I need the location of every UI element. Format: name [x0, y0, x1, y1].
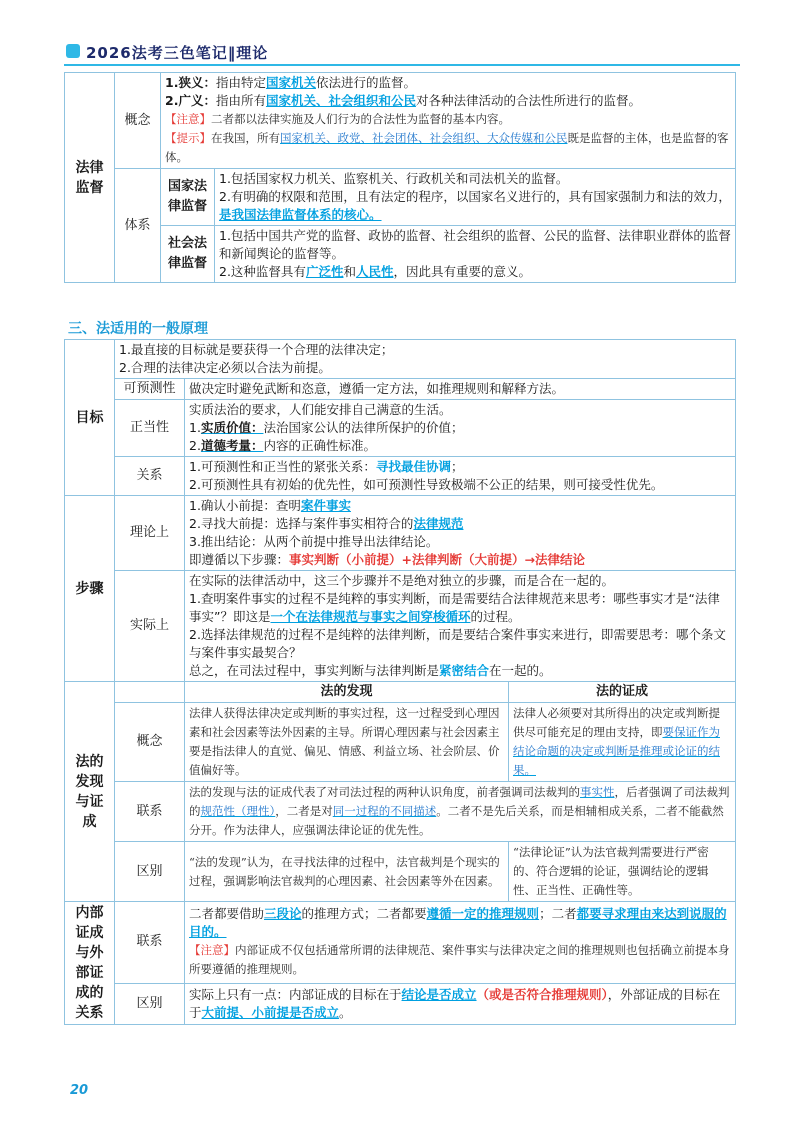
- practice-content: 在实际的法律活动中，这三个步骤并不是绝对独立的步骤，而是合在一起的。 1.查明案件事实的过程不是纯粹的事实判断，而是需要结合法律规范来思考：哪些事实才是“法律事实”？即这是一个在法律规范与事实之间穿梭循环的过程。 2.选择法律规范的过程不是纯粹的法律判断，而是要结合案件事实来进行，即需要思考：哪个条文与案件事实最契合？ 总之，在司法过程中，事实判断与法律判断是紧密结合在一起的。: [185, 571, 736, 682]
- concept-label: 概念: [115, 73, 161, 169]
- relation-content: 1.可预测性和正当性的紧张关系：寻找最佳协调； 2.可预测性具有初始的优先性，如可预测性导致极端不公正的结果，则可接受性优先。: [185, 457, 736, 496]
- theory-label: 理论上: [115, 496, 185, 571]
- discovery-concept-label: 概念: [115, 703, 185, 782]
- social-supervision-content: 1.包括中国共产党的监督、政协的监督、社会组织的监督、公民的监督、法律职业群体的监督和新闻舆论的监督等。 2.这种监督具有广泛性和人民性，因此具有重要的意义。: [215, 226, 736, 283]
- inner-link-content: 二者都要借助三段论的推理方式；二者都要遵循一定的推理规则；二者都要寻求理由来达到说服的目的。 【注意】内部证成不仅包括通常所谓的法律规范、案件事实与法律决定之间的推理规则也包括确立前提本身所要遵循的推理规则。: [185, 902, 736, 984]
- page-header: [64, 40, 740, 66]
- legitimacy-content: 实质法治的要求，人们能安排自己满意的生活。 1.实质价值：法治国家公认的法律所保护的价值； 2.道德考量：内容的正确性标准。: [185, 400, 736, 457]
- discovery-diff-right: “法律论证”认为法官裁判需要进行严密的、符合逻辑的论证，强调结论的逻辑性、正当性、正确性等。: [509, 842, 736, 902]
- section-title: 三、法适用的一般原理: [68, 321, 208, 337]
- law-application-table: [64, 339, 736, 1025]
- discovery-concept-right: 法律人必须要对其所得出的决定或判断提供尽可能充足的理由支持，即要保证作为结论命题的决定或判断是推理或论证的结果。: [509, 703, 736, 782]
- system-label: 体系: [115, 169, 161, 283]
- concept-content: 1.狭义：指由特定国家机关依法进行的监督。 2.广义：指由所有国家机关、社会组织和公民对各种法律活动的合法性所进行的监督。 【注意】二者都以法律实施及人们行为的合法性为监督的基本内容。 【提示】在我国，所有国家机关、政党、社会团体、社会组织、大众传媒和公民既是监督的主体，也是监督的客体。: [161, 73, 736, 169]
- relation-label: 关系: [115, 457, 185, 496]
- inner-link-label: 联系: [115, 902, 185, 984]
- practice-label: 实际上: [115, 571, 185, 682]
- discovery-link-label: 联系: [115, 782, 185, 842]
- row-header-steps: 步骤: [65, 496, 115, 682]
- goal-intro: 1.最直接的目标就是要获得一个合理的法律决定； 2.合理的法律决定必须以合法为前提。: [115, 340, 736, 379]
- row-header-inner-outer: 内部证成与外部证成的关系: [65, 902, 115, 1025]
- predictability-content: 做决定时避免武断和恣意，遵循一定方法，如推理规则和解释方法。: [185, 379, 736, 400]
- theory-content: 1.确认小前提：查明案件事实 2.寻找大前提：选择与案件事实相符合的法律规范 3.推出结论：从两个前提中推导出法律结论。 即遵循以下步骤：事实判断（小前提）+法律判断（大前提）→法律结论: [185, 496, 736, 571]
- discovery-diff-label: 区别: [115, 842, 185, 902]
- header-title: 2026法考三色笔记‖理论: [86, 44, 269, 62]
- state-supervision-content: 1.包括国家权力机关、监察机关、行政机关和司法机关的监督。 2.有明确的权限和范围，且有法定的程序，以国家名义进行的，具有国家强制力和法的效力，是我国法律监督体系的核心。: [215, 169, 736, 226]
- row-header-legal-supervision: 法律监督: [65, 73, 115, 283]
- row-header-discovery: 法的发现与证成: [65, 682, 115, 902]
- legal-supervision-table: [64, 72, 736, 283]
- discovery-concept-left: 法律人获得法律决定或判断的事实过程，这一过程受到心理因素和社会因素等法外因素的主导。所谓心理因素与社会因素主要是指法律人的直觉、偏见、情感、利益立场、社会阶层、价值偏好等。: [185, 703, 509, 782]
- row-header-goal: 目标: [65, 340, 115, 496]
- col-header-discovery: 法的发现: [185, 682, 509, 703]
- page-number: 20: [70, 1083, 89, 1098]
- predictability-label: 可预测性: [115, 379, 185, 400]
- col-header-justification: 法的证成: [509, 682, 736, 703]
- header-divider: [64, 64, 740, 66]
- discovery-link-content: 法的发现与法的证成代表了对司法过程的两种认识角度，前者强调司法裁判的事实性，后者强调了司法裁判的规范性（理性），二者是对同一过程的不同描述。二者不是先后关系，而是相辅相成关系，二者不能截然分开。作为法律人，应强调法律论证的优先性。: [185, 782, 736, 842]
- inner-diff-label: 区别: [115, 983, 185, 1024]
- discovery-diff-left: “法的发现”认为，在寻找法律的过程中，法官裁判是个现实的过程，强调影响法官裁判的心理因素、社会因素等外在因素。: [185, 842, 509, 902]
- empty-cell: [115, 682, 185, 703]
- header-logo-icon: [66, 44, 80, 58]
- inner-diff-content: 实际上只有一点：内部证成的目标在于结论是否成立（或是否符合推理规则），外部证成的目标在于大前提、小前提是否成立。: [185, 983, 736, 1024]
- legitimacy-label: 正当性: [115, 400, 185, 457]
- state-supervision-label: 国家法律监督: [161, 169, 215, 226]
- social-supervision-label: 社会法律监督: [161, 226, 215, 283]
